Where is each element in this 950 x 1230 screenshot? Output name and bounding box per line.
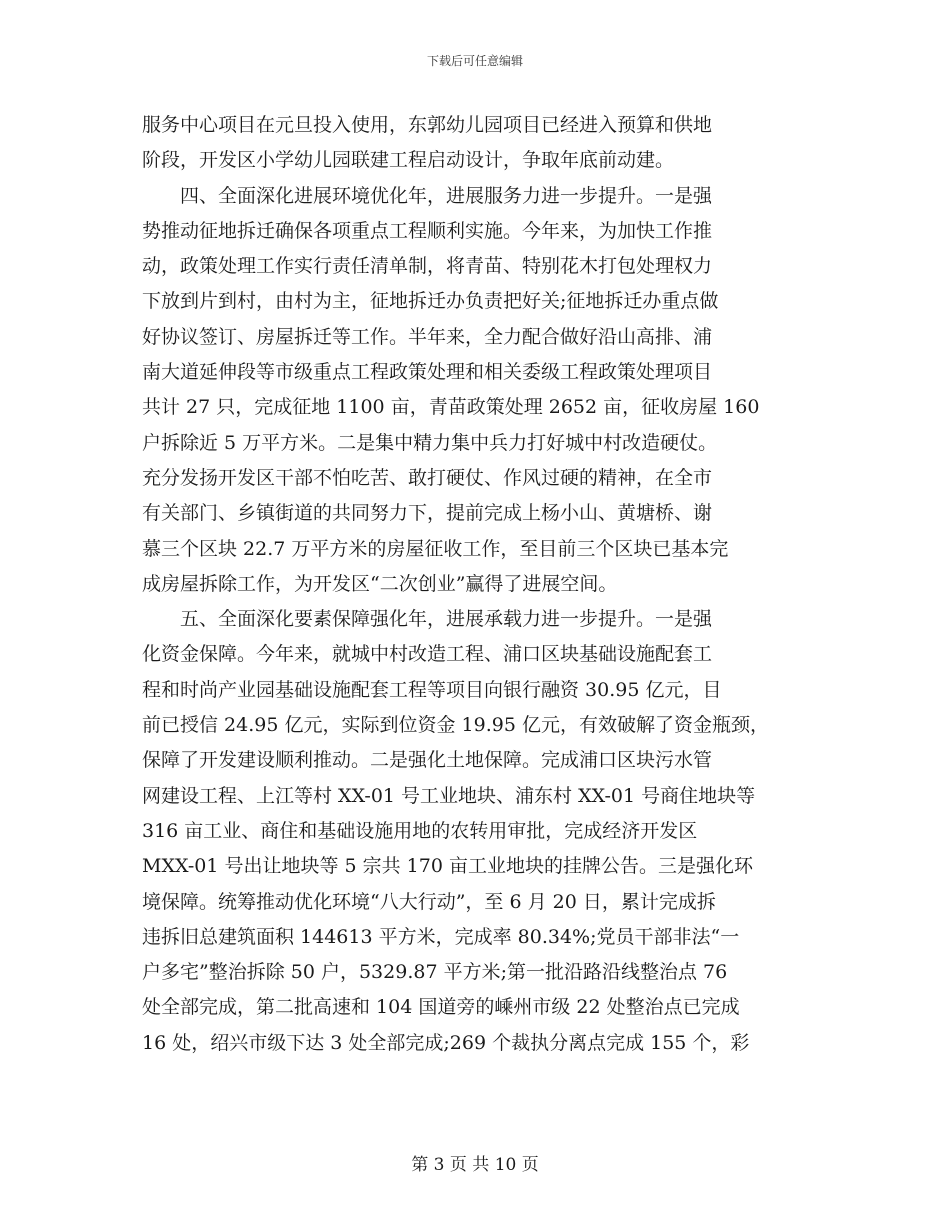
text-line: 阶段，开发区小学幼儿园联建工程启动设计，争取年底前动建。 (142, 149, 675, 172)
text-line: 违拆旧总建筑面积 144613 平方米，完成率 80.34%;党员干部非法“一 (142, 925, 740, 948)
text-line: 境保障。统筹推动优化环境“八大行动”，至 6 月 20 日，累计完成拆 (142, 890, 716, 913)
text-line: 有关部门、乡镇街道的共同努力下，提前完成上杨小山、黄塘桥、谢 (142, 502, 713, 525)
text-line: 共计 27 只，完成征地 1100 亩，青苗政策处理 2652 亩，征收房屋 160 (142, 396, 760, 419)
page-footer: 第 3 页 共 10 页 (411, 1155, 539, 1175)
text-line: MXX-01 号出让地块等 5 宗共 170 亩工业地块的挂牌公告。三是强化环 (142, 855, 753, 878)
text-line: 动，政策处理工作实行责任清单制，将青苗、特别花木打包处理权力 (142, 255, 713, 278)
document-body (142, 108, 812, 1061)
text-line: 程和时尚产业园基础设施配套工程等项目向银行融资 30.95 亿元，目 (142, 678, 722, 701)
text-line: 服务中心项目在元旦投入使用，东郭幼儿园项目已经进入预算和供地 (142, 114, 713, 136)
page-header: 下载后可任意编辑 (426, 54, 523, 68)
text-line: 前已授信 24.95 亿元，实际到位资金 19.95 亿元，有效破解了资金瓶颈， (142, 714, 769, 737)
text-line: 慕三个区块 22.7 万平方米的房屋征收工作，至目前三个区块已基本完 (142, 537, 729, 560)
text-line: 五、全面深化要素保障强化年，进展承载力进一步提升。一是强 (180, 608, 713, 631)
text-line: 充分发扬开发区干部不怕吃苦、敢打硬仗、作风过硬的精神，在全市 (142, 466, 713, 489)
text-line: 化资金保障。今年来，就城中村改造工程、浦口区块基础设施配套工 (142, 643, 713, 666)
text-line: 户拆除近 5 万平方米。二是集中精力集中兵力打好城中村改造硬仗。 (142, 431, 718, 454)
text-line: 四、全面深化进展环境优化年，进展服务力进一步提升。一是强 (180, 184, 713, 207)
text-line: 316 亩工业、商住和基础设施用地的农转用审批，完成经济开发区 (142, 819, 698, 842)
text-line: 16 处，绍兴市级下达 3 处全部完成;269 个裁执分离点完成 155 个，彩 (142, 1031, 750, 1054)
text-line: 好协议签订、房屋拆迁等工作。半年来，全力配合做好沿山高排、浦 (142, 325, 713, 348)
text-line: 处全部完成，第二批高速和 104 国道旁的嵊州市级 22 处整治点已完成 (142, 996, 740, 1019)
text-line: 势推动征地拆迁确保各项重点工程顺利实施。今年来，为加快工作推 (142, 219, 713, 242)
text-line: 户多宅”整治拆除 50 户，5329.87 平方米;第一批沿路沿线整治点 76 (142, 961, 728, 984)
text-line: 网建设工程、上江等村 XX-01 号工业地块、浦东村 XX-01 号商住地块等 (142, 784, 756, 807)
text-line: 保障了开发建设顺利推动。二是强化土地保障。完成浦口区块污水管 (142, 749, 713, 772)
text-line: 成房屋拆除工作，为开发区“二次创业”赢得了进展空间。 (142, 572, 618, 595)
text-line: 下放到片到村，由村为主，征地拆迁办负责把好关;征地拆迁办重点做 (142, 290, 719, 313)
text-line: 南大道延伸段等市级重点工程政策处理和相关委级工程政策处理项目 (142, 361, 713, 384)
